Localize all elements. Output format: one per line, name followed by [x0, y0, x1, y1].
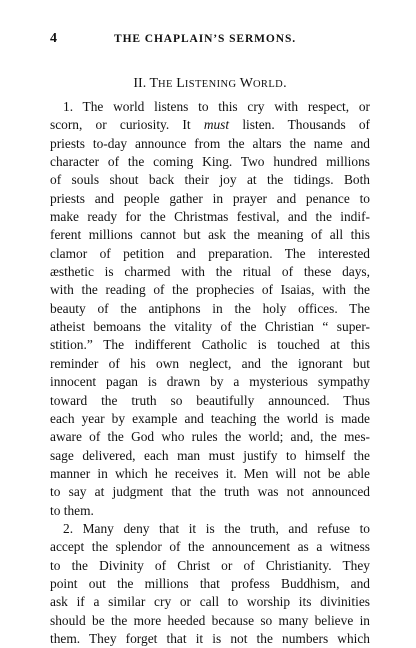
section-heading-numeral: II. T	[133, 76, 158, 91]
text-line: point out the millions that profess Buddhism, and	[50, 575, 370, 591]
section-heading-word2-rest: ISTENING	[184, 79, 237, 90]
section-heading	[50, 76, 370, 92]
text-line: priests and people gather in prayer and penance to	[50, 190, 370, 206]
text-line: should be the more heeded because so many believe in	[50, 612, 370, 628]
text-line: to the Divinity of Christ or of Christianity. They	[50, 557, 370, 573]
text-line: aware of the God who rules the world; and, the mes-	[50, 429, 370, 445]
text-line: ask if a similar cry or call to worship its divinities	[50, 594, 370, 610]
running-title: THE CHAPLAIN’S SERMONS.	[114, 33, 297, 45]
page-number: 4	[50, 31, 57, 46]
text-line: innocent pagan is drawn by a mysterious sympathy	[50, 374, 370, 390]
text-span: scorn, or curiosity. It	[50, 117, 204, 133]
section-heading-period: .	[283, 76, 287, 91]
text-line: reminder of his own neglect, and the ignorant but	[50, 355, 370, 371]
text-line: with the reading of the prophecies of Isaias, with the	[50, 282, 370, 298]
text-line: sage delivered, each man must justify to himself the	[50, 447, 370, 463]
text-line: of souls shout back their joy at the tidings. Both	[50, 172, 370, 188]
section-heading-word1-rest: HE	[158, 79, 173, 90]
text-span: listen. Thousands of	[229, 117, 370, 133]
text-line	[50, 116, 370, 134]
text-line: clamor of petition and preparation. The interested	[50, 245, 370, 261]
text-line: priests to-day announce from the altars the name and	[50, 135, 370, 151]
text-line: stition.” The indifferent Catholic is touched at this	[50, 337, 370, 353]
text-line: to say at judgment that the truth was not announced	[50, 484, 370, 500]
text-line: ferent millions cannot but ask the meaning of all this	[50, 227, 370, 243]
paragraph-1	[50, 98, 370, 520]
text-line: to them.	[50, 502, 94, 518]
text-line: æsthetic is charmed with the ritual of these days,	[50, 264, 370, 280]
text-line: each year by example and teaching the world is made	[50, 410, 370, 426]
text-line: make ready for the Christmas festival, and the indif-	[50, 209, 370, 225]
text-line: accept the splendor of the announcement as a witness	[50, 539, 370, 555]
text-line: toward the truth so beautifully announced. Thus	[50, 392, 370, 408]
paragraph-2	[50, 520, 370, 648]
emphasis-text: must	[203, 117, 230, 133]
text-line: character of the coming King. Two hundred millions	[50, 154, 370, 170]
text-line: atheist bemoans the vitality of the Christian “ super-	[50, 319, 370, 335]
body-text	[50, 98, 370, 648]
text-line: beauty of the antiphons in the holy offices. The	[50, 300, 370, 316]
section-heading-word2-initial: L	[172, 76, 185, 91]
text-line: 2. Many deny that it is the truth, and refuse to	[63, 520, 370, 536]
text-line: them. They forget that it is not the numbers which	[50, 630, 370, 646]
running-head	[50, 31, 370, 47]
text-line: manner in which he receives it. Men will not be able	[50, 465, 370, 481]
text-line: 1. The world listens to this cry with respect, or	[63, 99, 370, 114]
section-heading-word3-rest: ORLD	[252, 79, 284, 90]
section-heading-word3-initial: W	[236, 76, 253, 91]
